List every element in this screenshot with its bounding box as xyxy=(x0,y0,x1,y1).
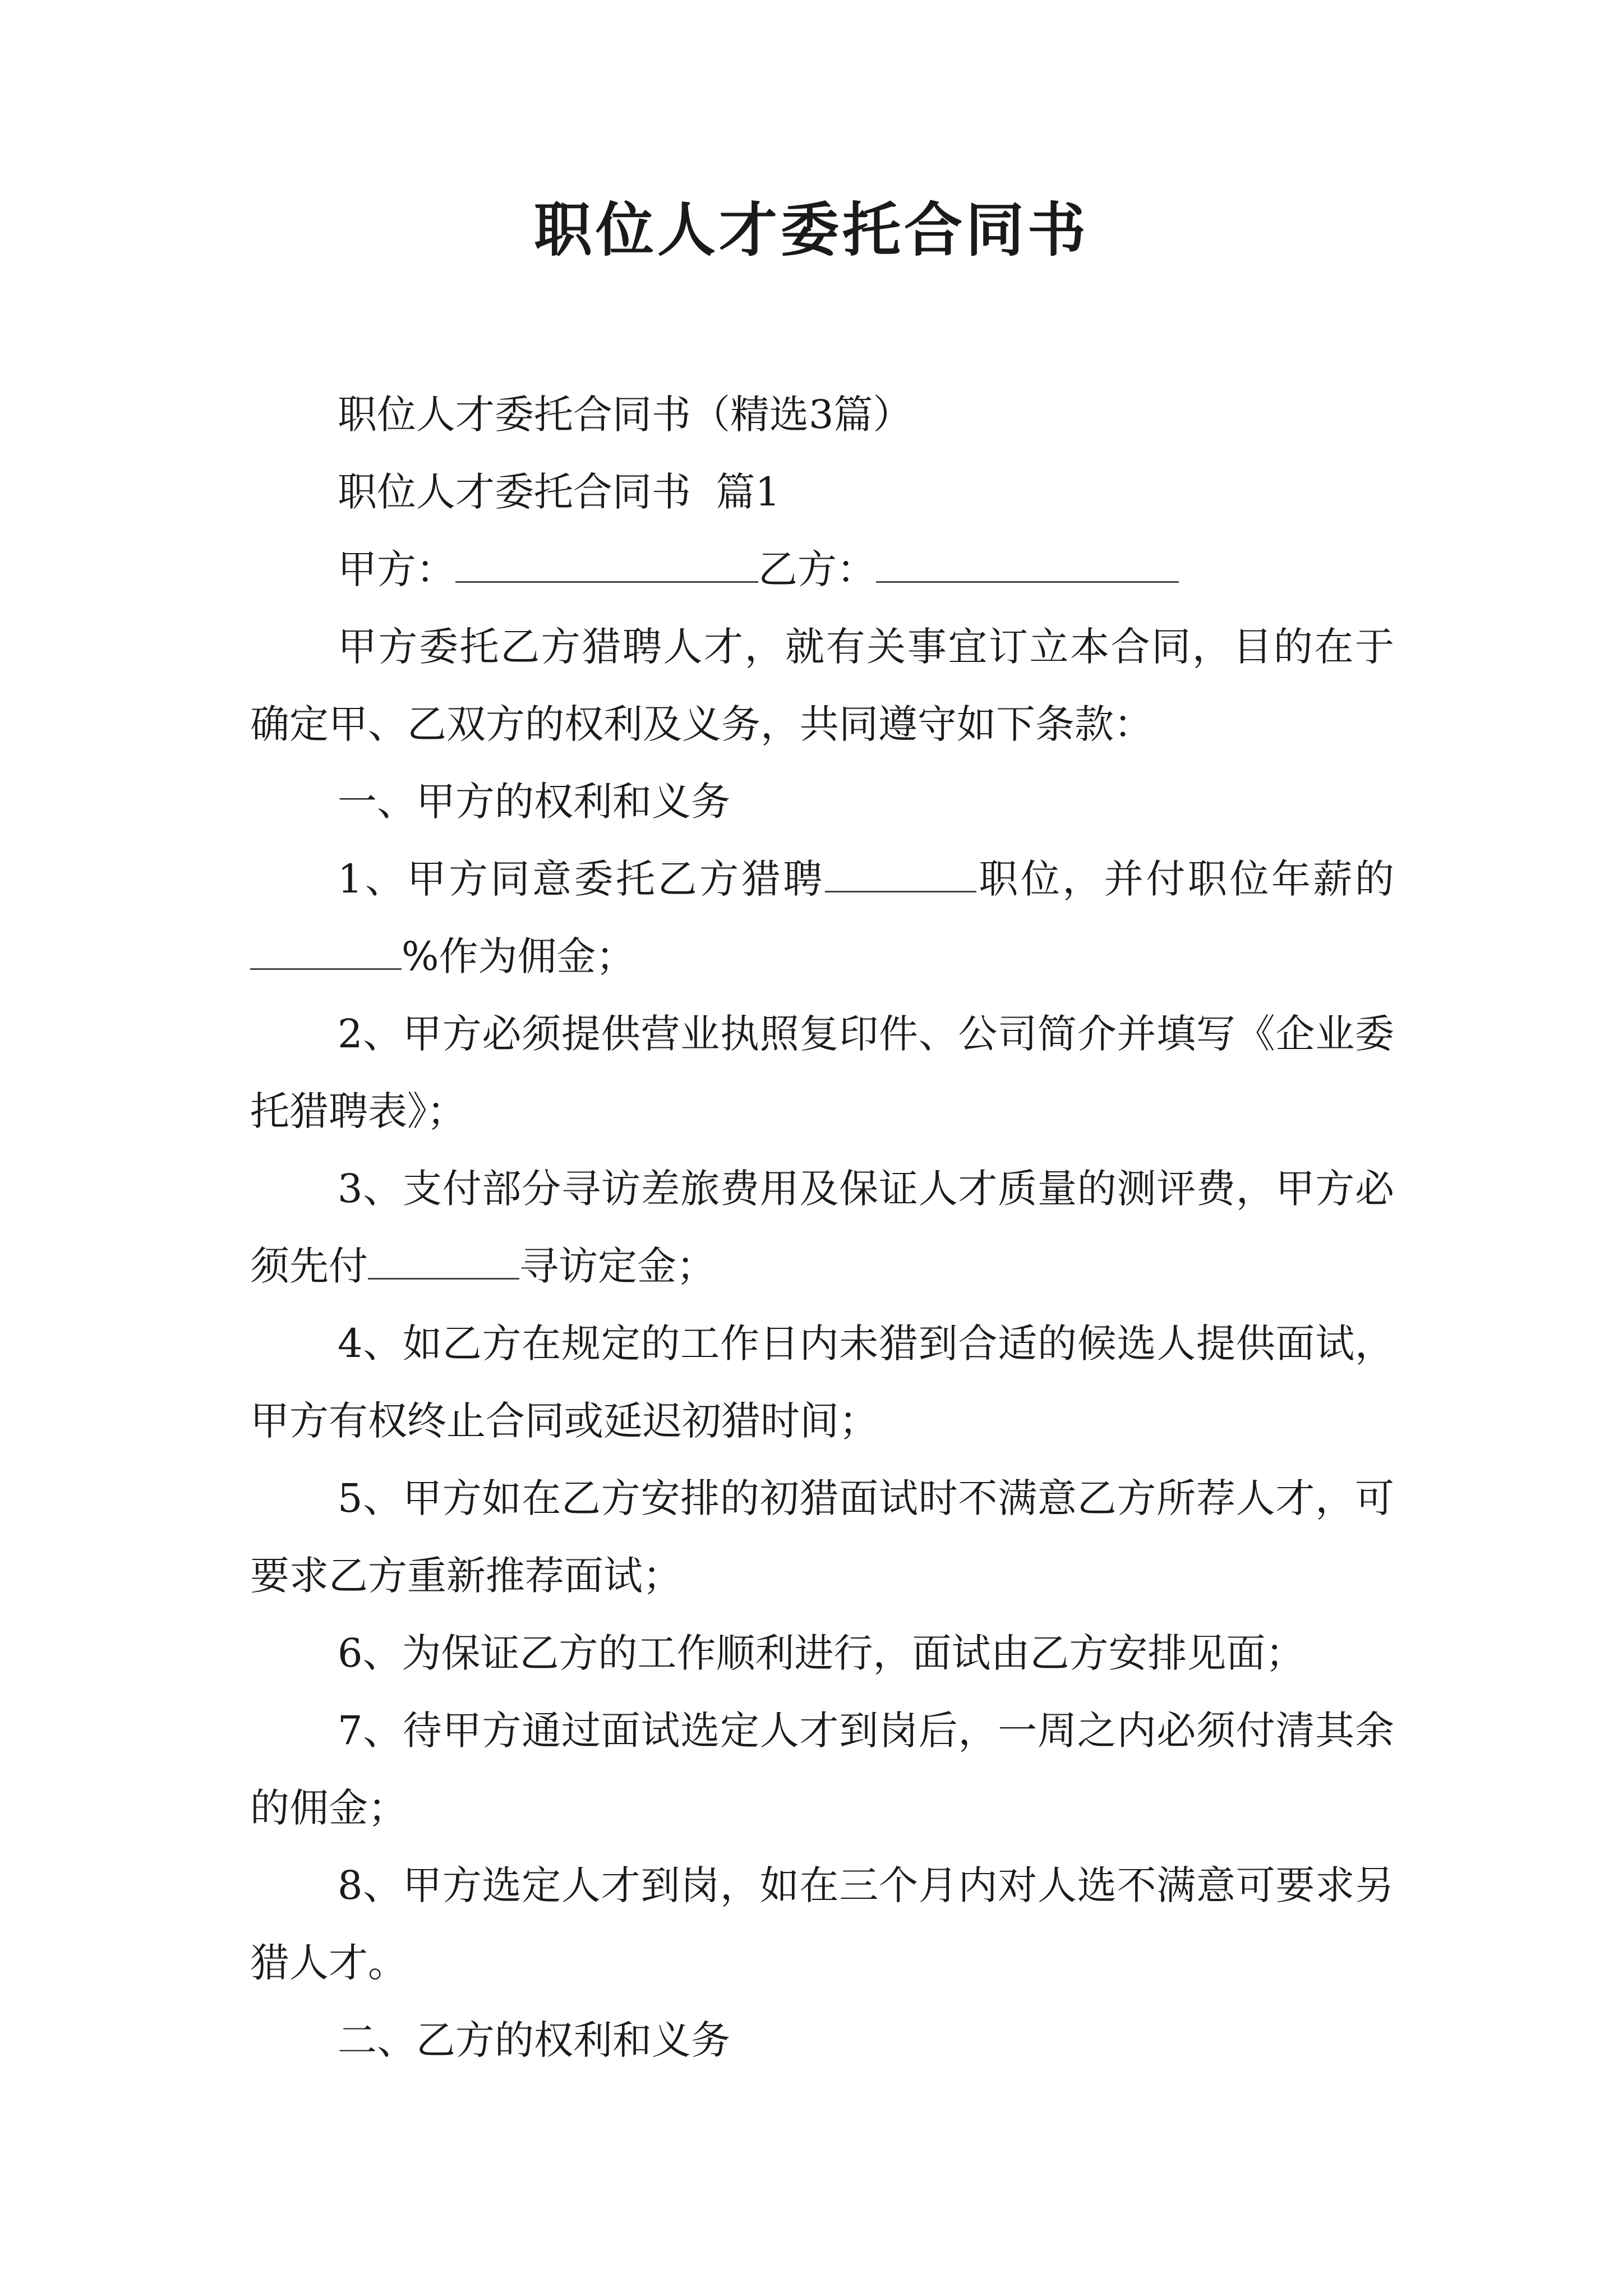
document-title: 职位人才委托合同书 xyxy=(533,195,1089,264)
section-heading: 职位人才委托合同书 篇1 xyxy=(338,469,781,515)
clause-1 xyxy=(250,840,1394,995)
party-b-blank xyxy=(876,549,1179,583)
clause-5: 5、甲方如在乙方安排的初猎面试时不满意乙方所荐人才，可要求乙方重新推荐面试； xyxy=(250,1475,1394,1599)
intro-paragraph: 甲方委托乙方猎聘人才，就有关事宜订立本合同，目的在于确定甲、乙双方的权利及义务，共同遵守如下条款： xyxy=(250,624,1394,747)
clause-2: 2、甲方必须提供营业执照复印件、公司简介并填写《企业委托猎聘表》； xyxy=(250,1011,1394,1134)
clause-8: 8、甲方选定人才到岗，如在三个月内对人选不满意可要求另猎人才。 xyxy=(250,1862,1394,1986)
parties-line xyxy=(250,531,1394,608)
part1-heading: 一、甲方的权利和义务 xyxy=(338,779,730,825)
clause-1-text-a: 1、甲方同意委托乙方猎聘 xyxy=(338,856,825,902)
clause-4: 4、如乙方在规定的工作日内未猎到合适的候选人提供面试，甲方有权终止合同或延迟初猎时间； xyxy=(250,1320,1394,1444)
clause-3-text-a: 3、支付部分寻访差旅费用及保证人才质量的测评费，甲方必须先付 xyxy=(250,1166,1394,1289)
clause-6: 6、为保证乙方的工作顺利进行，面试由乙方安排见面； xyxy=(338,1630,1305,1676)
clause-1-text-c: %作为佣金； xyxy=(402,933,635,979)
document-body xyxy=(250,376,1394,2079)
document-subtitle: 职位人才委托合同书（精选3篇） xyxy=(338,392,912,438)
party-a-label: 甲方： xyxy=(338,546,455,592)
party-a-blank xyxy=(455,549,758,583)
position-blank xyxy=(825,858,976,892)
party-b-label: 乙方： xyxy=(758,546,876,592)
clause-3 xyxy=(250,1150,1394,1305)
percentage-blank xyxy=(250,936,402,970)
clause-3-text-b: 寻访定金； xyxy=(519,1243,716,1289)
clause-7: 7、待甲方通过面试选定人才到岗后，一周之内必须付清其余的佣金； xyxy=(250,1708,1394,1831)
clause-1-text-b: 职位，并付职位年薪的 xyxy=(976,856,1395,902)
deposit-blank xyxy=(368,1245,519,1280)
part2-heading: 二、乙方的权利和义务 xyxy=(338,2017,730,2063)
